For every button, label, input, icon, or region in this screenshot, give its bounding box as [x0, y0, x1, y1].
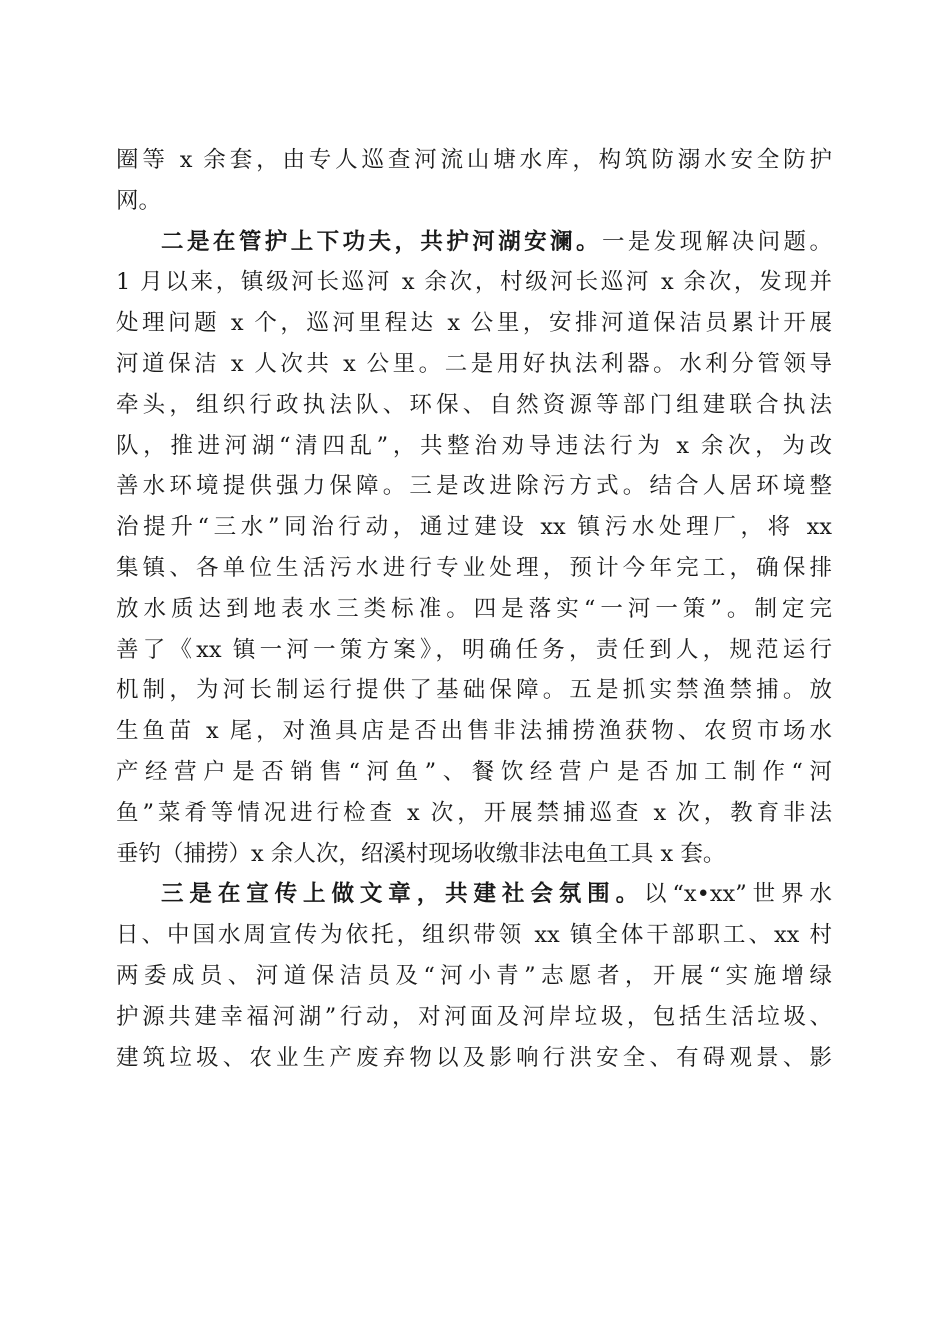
text-line — [116, 589, 832, 630]
text-line — [116, 507, 832, 548]
section-heading: 三是在宣传上做文章，共建社会氛围。 — [161, 881, 644, 908]
text-line — [116, 385, 832, 426]
text-run: 善了《xx 镇一河一策方案》，明确任务，责任到人，规范运行 — [116, 636, 832, 663]
text-run: 鱼”菜肴等情况进行检查 x 次，开展禁捕巡查 x 次，教育非法 — [116, 799, 832, 826]
text-run: 处理问题 x 个，巡河里程达 x 公里，安排河道保洁员累计开展 — [116, 310, 832, 337]
section-heading: 二是在管护上下功夫，共护河湖安澜。 — [161, 228, 602, 255]
paragraph-3 — [116, 874, 832, 1078]
text-run: 垂钓（捕捞）x 余人次，绍溪村现场收缴非法电鱼工具 x 套。 — [116, 840, 726, 867]
text-line — [116, 222, 832, 263]
text-line — [116, 670, 832, 711]
text-line — [116, 834, 832, 875]
text-line — [116, 915, 832, 956]
text-line — [116, 140, 832, 181]
text-line — [116, 303, 832, 344]
text-run: 牵头，组织行政执法队、环保、自然资源等部门组建联合执法 — [116, 391, 832, 418]
text-line — [116, 548, 832, 589]
text-run: 队，推进河湖“清四乱”，共整治劝导违法行为 x 余次，为改 — [116, 432, 832, 459]
text-run: 治提升“三水”同治行动，通过建设 xx 镇污水处理厂，将 xx — [116, 514, 832, 541]
text-line — [116, 630, 832, 671]
text-run: 日、中国水周宣传为依托，组织带领 xx 镇全体干部职工、xx 村 — [116, 922, 832, 949]
text-line — [116, 1038, 832, 1079]
text-run: 建筑垃圾、农业生产废弃物以及影响行洪安全、有碍观景、影 — [116, 1044, 832, 1071]
text-run: 河道保洁 x 人次共 x 公里。二是用好执法利器。水利分管领导 — [116, 350, 832, 377]
text-run: 1 月以来，镇级河长巡河 x 余次，村级河长巡河 x 余次，发现并 — [116, 269, 832, 296]
paragraph-1 — [116, 140, 832, 222]
text-line — [116, 262, 832, 303]
text-line — [116, 997, 832, 1038]
text-run: 两委成员、河道保洁员及“河小青”志愿者，开展“实施增绿 — [116, 962, 832, 989]
text-run: 护源共建幸福河湖”行动，对河面及河岸垃圾，包括生活垃圾、 — [116, 1003, 832, 1030]
text-run: 网。 — [116, 187, 162, 214]
paragraph-2 — [116, 222, 832, 875]
text-run: 产经营户是否销售“河鱼”、餐饮经营户是否加工制作“河 — [116, 758, 832, 785]
text-line — [116, 752, 832, 793]
text-line — [116, 793, 832, 834]
text-line — [116, 956, 832, 997]
document-body — [116, 140, 832, 1078]
text-line — [116, 466, 832, 507]
text-line — [116, 874, 832, 915]
text-line — [116, 181, 832, 222]
text-run: 集镇、各单位生活污水进行专业处理，预计今年完工，确保排 — [116, 554, 832, 581]
text-line — [116, 711, 832, 752]
text-run: 生鱼苗 x 尾，对渔具店是否出售非法捕捞渔获物、农贸市场水 — [116, 718, 832, 745]
text-line — [116, 426, 832, 467]
text-run: 圈等 x 余套，由专人巡查河流山塘水库，构筑防溺水安全防护 — [116, 147, 832, 173]
text-run: 机制，为河长制运行提供了基础保障。五是抓实禁渔禁捕。放 — [116, 677, 832, 704]
text-run: 以“x•xx”世界水 — [643, 881, 832, 908]
text-run: 放水质达到地表水三类标准。四是落实“一河一策”。制定完 — [116, 595, 832, 622]
text-run: 一是发现解决问题。 — [601, 228, 832, 255]
text-line — [116, 344, 832, 385]
text-run: 善水环境提供强力保障。三是改进除污方式。结合人居环境整 — [116, 473, 832, 500]
